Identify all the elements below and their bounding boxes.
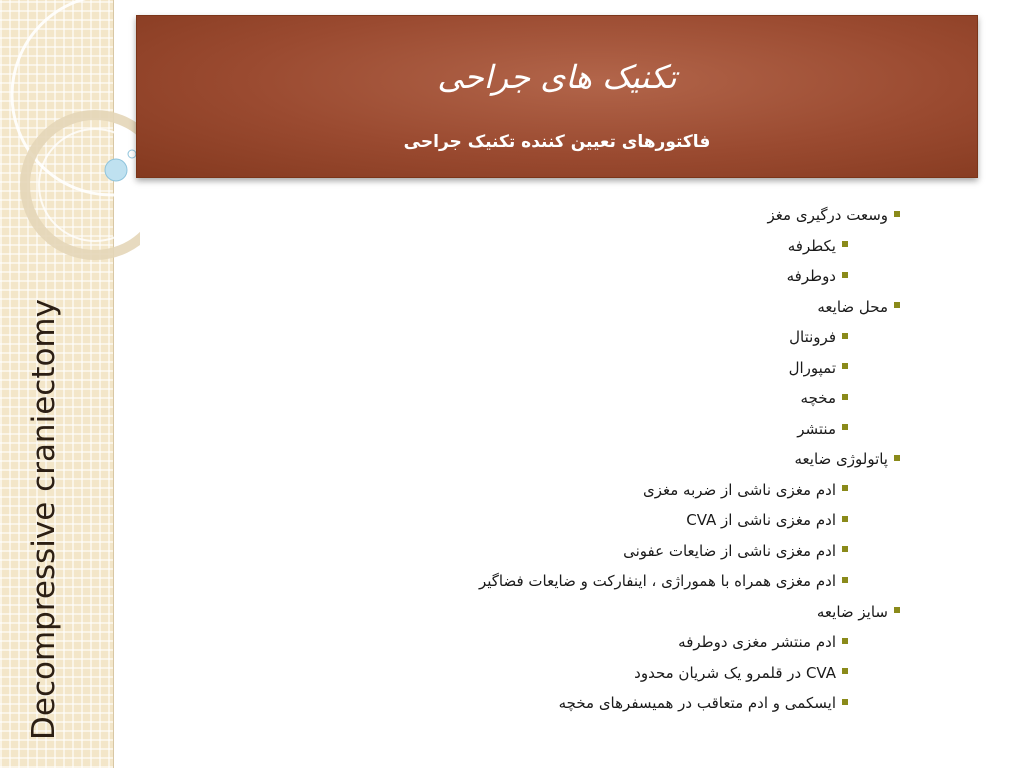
- title-banner: [136, 15, 978, 178]
- bullet-text: پاتولوژی ضایعه: [794, 450, 888, 468]
- bullet-item: [130, 444, 900, 475]
- bullet-text: ادم منتشر مغزی دوطرفه: [678, 633, 836, 651]
- bullet-square-icon: [842, 577, 848, 583]
- bullet-square-icon: [894, 455, 900, 461]
- sub-bullet-item: [130, 627, 900, 658]
- bullet-text: مخچه: [800, 389, 836, 407]
- sub-bullet-item: [130, 383, 900, 414]
- bullet-square-icon: [842, 333, 848, 339]
- bullet-square-icon: [842, 394, 848, 400]
- bullet-square-icon: [894, 211, 900, 217]
- bullet-square-icon: [842, 638, 848, 644]
- sub-bullet-item: [130, 353, 900, 384]
- side-title: Decompressive craniectomy: [26, 299, 62, 740]
- sub-bullet-item: [130, 536, 900, 567]
- bullet-text: ادم مغزی همراه با همورا‌ژی ، اینفارکت و ضایعات فضاگیر: [478, 572, 836, 590]
- bullet-list: [130, 200, 900, 719]
- bullet-text: وسعت درگیری مغز: [767, 206, 888, 224]
- bullet-text: ادم مغزی ناشی از ضربه مغزی: [642, 480, 836, 499]
- bullet-item: [130, 200, 900, 231]
- sub-bullet-item: [130, 414, 900, 445]
- bullet-text: تمپورال: [788, 358, 836, 377]
- bullet-text: یکطرفه: [787, 236, 836, 255]
- bullet-square-icon: [842, 668, 848, 674]
- bullet-square-icon: [842, 485, 848, 491]
- sub-bullet-item: [130, 566, 900, 597]
- sub-bullet-item: [130, 475, 900, 506]
- bullet-square-icon: [842, 516, 848, 522]
- bullet-text: سایز ضایعه: [816, 602, 888, 621]
- slide-subtitle: فاکتورهای تعیین کننده تکنیک جراحی: [403, 132, 711, 152]
- bullet-square-icon: [894, 302, 900, 308]
- bullet-square-icon: [842, 424, 848, 430]
- bullet-item: [130, 292, 900, 323]
- bullet-square-icon: [842, 546, 848, 552]
- bullet-text: فرونتال: [789, 328, 836, 346]
- decorative-circles: [0, 0, 140, 260]
- sub-bullet-item: [130, 261, 900, 292]
- sub-bullet-item: [130, 688, 900, 719]
- bullet-square-icon: [842, 241, 848, 247]
- bullet-square-icon: [894, 607, 900, 613]
- bullet-text: محل ضایعه: [817, 297, 888, 316]
- bullet-text: منتشر: [797, 419, 836, 438]
- sub-bullet-item: [130, 658, 900, 689]
- bullet-text: CVA در قلمرو یک شریان محدود: [634, 663, 836, 682]
- sub-bullet-item: [130, 505, 900, 536]
- bullet-text: ادم مغزی ناشی از CVA: [686, 511, 836, 529]
- sub-bullet-item: [130, 231, 900, 262]
- bullet-text: ایسکمی و ادم متعاقب در همیسفرهای مخچه: [558, 694, 836, 712]
- slide-title: تکنیک های جراحی: [437, 58, 677, 96]
- bullet-square-icon: [842, 272, 848, 278]
- bullet-square-icon: [842, 699, 848, 705]
- bullet-text: دوطرفه: [786, 267, 836, 285]
- bullet-square-icon: [842, 363, 848, 369]
- sub-bullet-item: [130, 322, 900, 353]
- bullet-text: ادم مغزی ناشی از ضایعات عفونی: [623, 541, 836, 560]
- bullet-item: [130, 597, 900, 628]
